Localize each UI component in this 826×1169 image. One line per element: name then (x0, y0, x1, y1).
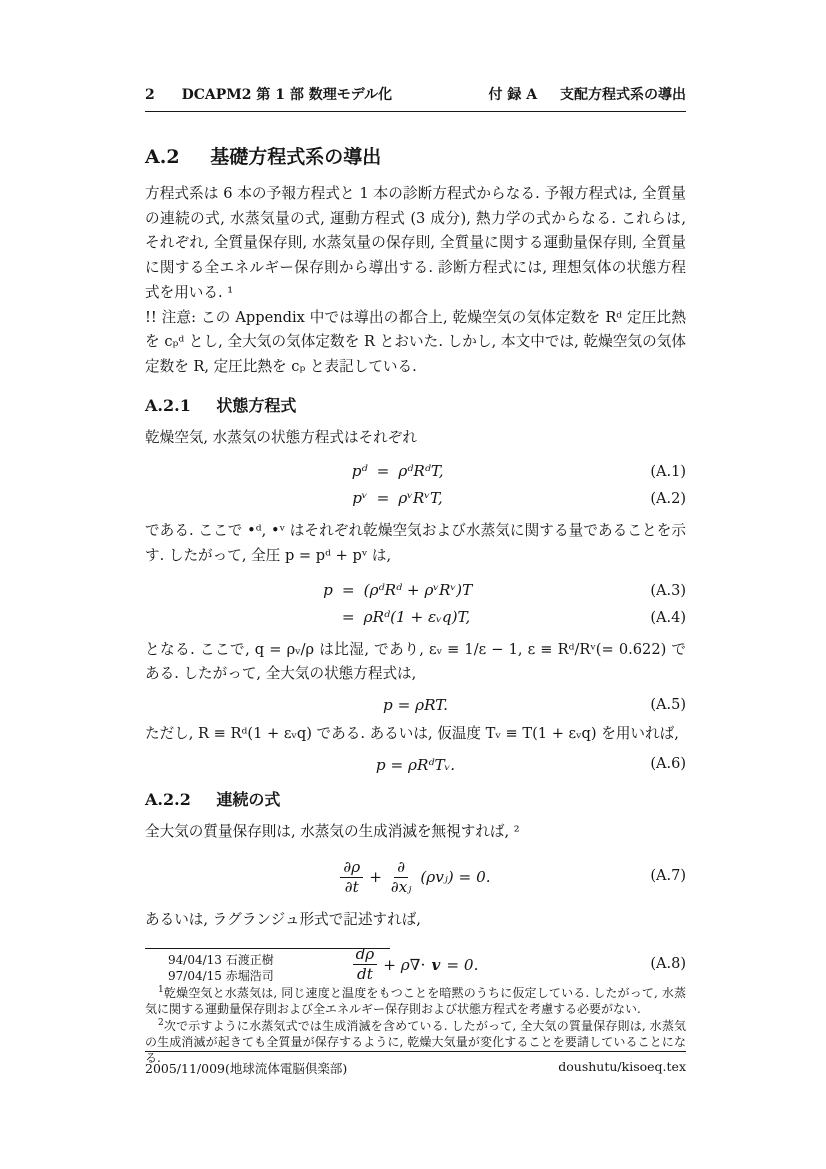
equation-group-a1-a2 (145, 462, 686, 507)
fraction-denominator: ∂t (344, 877, 359, 896)
subsection-a22-title: 連続の式 (216, 789, 281, 809)
paragraph-after-a7: あるいは, ラグランジュ形式で記述すれば, (145, 910, 421, 928)
equation-a8-end: = 0. (446, 955, 479, 974)
paragraph-after-a4: となる. ここで, q = ρᵥ/ρ は比湿, であり, εᵥ ≡ 1/ε − 1, ε ≡ Rᵈ/Rᵛ(= 0.622) である. したがって, 全大気の状態方程式は, (145, 640, 686, 683)
subsection-a21-heading (145, 393, 686, 416)
equation-a1-relation: = (376, 462, 390, 481)
footnote-block (145, 948, 686, 1066)
equation-a7 (145, 857, 686, 896)
equation-a6 (145, 755, 686, 774)
equation-a4-relation: = (341, 607, 355, 626)
revision-history (145, 953, 686, 984)
equation-a5-body: p = ρRT. (383, 696, 448, 715)
page-footer (145, 1051, 686, 1077)
running-head (145, 84, 686, 112)
paragraph-after-a5: ただし, R ≡ Rᵈ(1 + εᵥq) である. あるいは, 仮温度 Tᵥ ≡ T(1 + εᵥq) を用いれば, (145, 725, 679, 743)
equation-a8-number: (A.8) (650, 955, 686, 972)
notice-paragraph: !! 注意: この Appendix 中では導出の都合上, 乾燥空気の気体定数を Rᵈ 定圧比熱を cₚᵈ とし, 全大気の気体定数を R とおいた. しかし, 本文中では, 乾燥空気の気体定数を R, 定圧比熱を cₚ と表記している. (145, 308, 686, 375)
equation-a3-rhs: (ρᵈRᵈ + ρᵛRᵛ)T (363, 580, 473, 599)
footnote-1 (145, 985, 686, 1017)
page-content (145, 0, 686, 995)
equation-a7-tail: (ρvⱼ) = 0. (420, 868, 491, 887)
equation-a3-lhs: p (323, 580, 333, 599)
footnote-2-marker: 2 (158, 1018, 164, 1028)
running-head-left-title: DCAPM2 第 1 部 数理モデル化 (181, 87, 393, 103)
fraction-numerator: ∂ρ (340, 859, 363, 878)
fraction (388, 859, 414, 896)
subsection-a22-heading (145, 787, 686, 810)
fraction-numerator: ∂ (394, 859, 408, 878)
footnote-2-text: 次で示すように水蒸気式では生成消滅を含めている. したがって, 全大気の質量保存則は, 水蒸気の生成消滅が起きても全質量が保存するように, 乾燥大気量が変化することを要請していることになる. (145, 1019, 686, 1065)
velocity-vector-symbol: v (431, 955, 441, 974)
equation-a2-number: (A.2) (650, 491, 686, 508)
fraction (340, 859, 363, 896)
running-head-right (489, 84, 687, 104)
equation-a3-number: (A.3) (650, 582, 686, 599)
revision-history-entry: 94/04/13 石渡正樹 (168, 953, 274, 967)
subsection-a21-number: A.2.1 (145, 395, 191, 415)
equation-a7-number: (A.7) (650, 868, 686, 885)
equation-a5 (145, 695, 686, 714)
continuity-lead: 全大気の質量保存則は, 水蒸気の生成消滅を無視すれば, ² (145, 822, 520, 840)
footnote-1-marker: 1 (158, 985, 164, 995)
equation-a1-number: (A.1) (650, 464, 686, 481)
subsection-a22-number: A.2.2 (145, 789, 191, 809)
paragraph-after-a2: である. ここで •ᵈ, •ᵛ はそれぞれ乾燥空気および水蒸気に関する量であることを示す. したがって, 全圧 p = pᵈ + pᵛ は, (145, 522, 686, 565)
page-number: 2 (145, 87, 155, 103)
fraction-denominator: ∂xⱼ (390, 877, 412, 896)
footer-publisher: 2005/11/009(地球流体電脳倶楽部) (145, 1061, 348, 1076)
equation-a3-relation: = (341, 580, 355, 599)
intro-paragraph: 方程式系は 6 本の予報方程式と 1 本の診断方程式からなる. 予報方程式は, 全質量の連続の式, 水蒸気量の式, 運動方程式 (3 成分), 熱力学の式からなる. これらは, それぞれ, 全質量保存則, 水蒸気量の保存則, 全質量に関する運動量保存則, 全質量に関する全エネルギー保存則から導出する. 診断方程式には, 理想気体の状態方程式を用いる. ¹ (145, 185, 686, 301)
running-head-right-title: 支配方程式系の導出 (560, 87, 686, 103)
equation-a7-body (340, 859, 490, 896)
footer-filename: doushutu/kisoeq.tex (558, 1059, 686, 1074)
equation-a4-number: (A.4) (650, 609, 686, 626)
footnote-rule (145, 948, 390, 949)
equation-a2-relation: = (376, 489, 390, 508)
running-head-left (145, 84, 392, 104)
appendix-label: 付 録 A (488, 87, 538, 103)
section-number: A.2 (145, 146, 180, 168)
revision-history-entry: 97/04/15 赤堀浩司 (168, 968, 274, 983)
equation-group-a3-a4 (145, 581, 686, 626)
equation-a2-lhs: pᵛ (352, 489, 368, 508)
fraction-numerator: dρ (353, 946, 378, 965)
equation-a5-number: (A.5) (650, 696, 686, 713)
equation-a8-mid: + ρ∇⋅ (383, 955, 426, 974)
equation-a1-lhs: pᵈ (351, 462, 368, 481)
fraction-denominator: dt (356, 965, 373, 984)
section-heading (145, 142, 686, 169)
equation-a4-rhs: ρRᵈ(1 + εᵥq)T, (363, 607, 471, 626)
plus-operator: + (369, 868, 382, 887)
equation-a6-body: p = ρRᵈTᵥ. (375, 755, 456, 774)
state-eq-lead: 乾燥空気, 水蒸気の状態方程式はそれぞれ (145, 428, 417, 446)
subsection-a21-title: 状態方程式 (216, 395, 297, 415)
equation-a2-rhs: ρᵛRᵛT, (398, 489, 443, 508)
footnote-1-text: 乾燥空気と水蒸気は, 同じ速度と温度をもつことを暗黙のうちに仮定している. したがって, 水蒸気に関する運動量保存則および全エネルギー保存則および状態方程式を考慮する必要がない. (145, 986, 686, 1016)
section-title: 基礎方程式系の導出 (210, 146, 382, 168)
equation-a1-rhs: ρᵈRᵈT, (398, 462, 444, 481)
footer-row (145, 1052, 686, 1077)
equation-a6-number: (A.6) (650, 756, 686, 773)
